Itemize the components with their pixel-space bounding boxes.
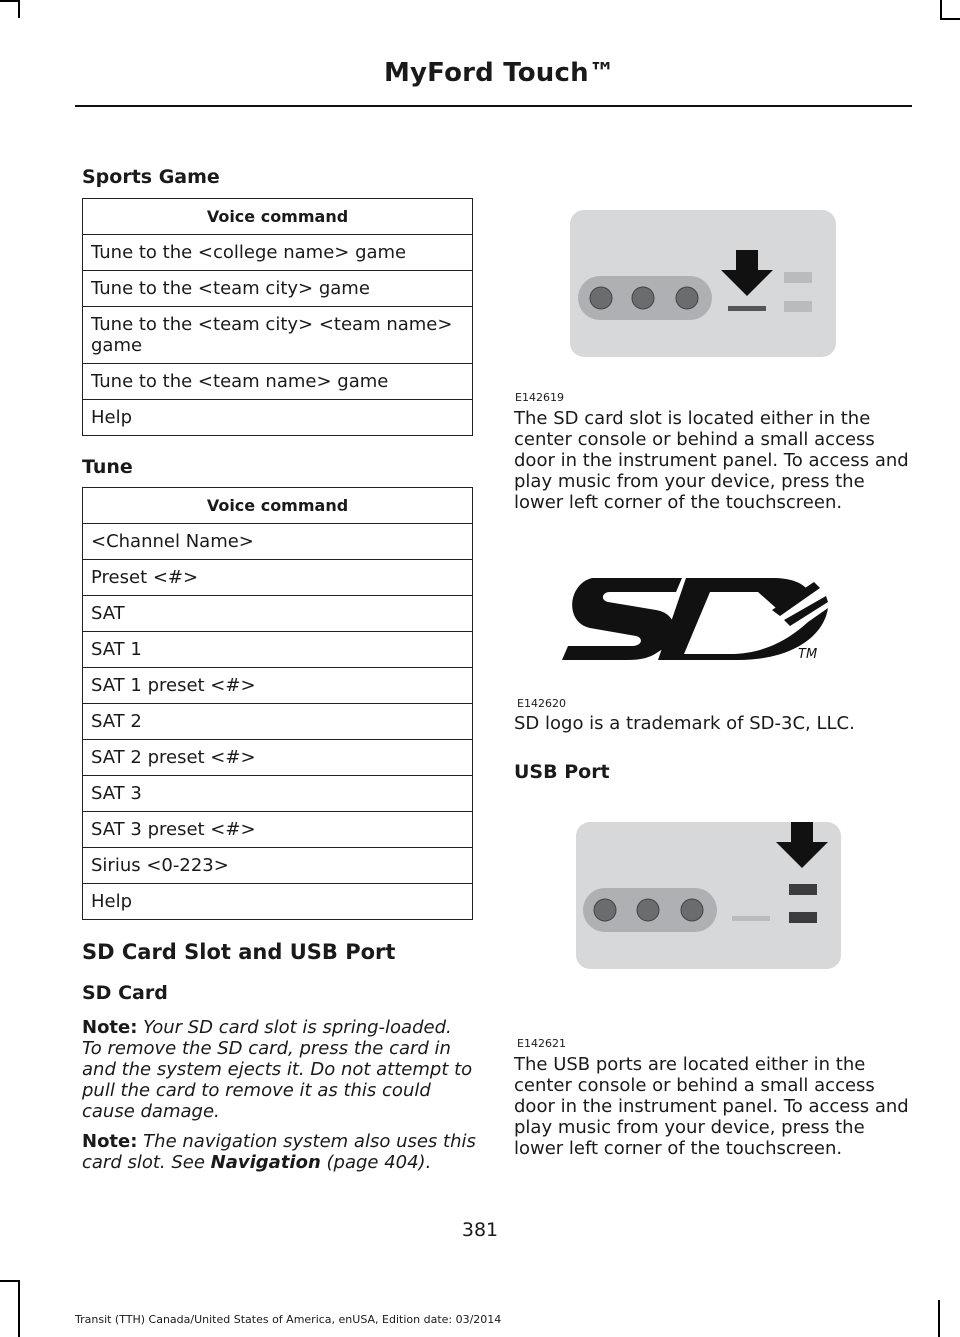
crop-mark (0, 0, 18, 2)
table-header: Voice command (83, 199, 473, 235)
table-row: Tune to the <team name> game (83, 364, 473, 400)
sd-usb-section-heading: SD Card Slot and USB Port (82, 940, 396, 964)
table-row: SAT 2 (83, 704, 473, 740)
crop-mark (18, 0, 20, 18)
crop-mark (940, 0, 942, 18)
usb-port-caption: The USB ports are located either in the center console or behind a small access door in the instrument panel. To access and play music from your device, press the lower left corner of the touchscreen. (514, 1054, 909, 1159)
crop-mark (0, 1280, 18, 1282)
table-row: Sirius <0-223> (83, 848, 473, 884)
sd-logo-tm: TM (798, 647, 818, 662)
table-row: SAT 3 (83, 776, 473, 812)
note-label: Note: (82, 1131, 138, 1152)
sd-slot-illustration (570, 210, 836, 357)
note-text: (page 404). (320, 1152, 432, 1173)
sd-logo (562, 570, 832, 666)
sd-card-subheading: SD Card (82, 982, 168, 1004)
sd-slot-caption: The SD card slot is located either in the center console or behind a small access door in the instrument panel. To access and play music from your device, press the lower left corner of the touchscreen. (514, 408, 909, 513)
table-row: SAT 3 preset <#> (83, 812, 473, 848)
note-label: Note: (82, 1017, 138, 1038)
table-row: <Channel Name> (83, 524, 473, 560)
edition-line: Transit (TTH) Canada/United States of America, enUSA, Edition date: 03/2014 (75, 1313, 502, 1326)
table-row: Tune to the <team city> game (83, 271, 473, 307)
figure-id: E142619 (515, 391, 564, 404)
table-row: Tune to the <team city> <team name> game (83, 307, 473, 364)
header-divider (75, 105, 912, 107)
usb-port-heading: USB Port (514, 761, 610, 783)
page-header-title: MyFord Touch™ (383, 58, 615, 88)
table-row: Tune to the <college name> game (83, 235, 473, 271)
table-header: Voice command (83, 488, 473, 524)
table-row: SAT 2 preset <#> (83, 740, 473, 776)
sd-logo-caption: SD logo is a trademark of SD-3C, LLC. (514, 713, 855, 734)
navigation-link[interactable]: Navigation (210, 1152, 321, 1173)
tune-heading: Tune (82, 456, 133, 478)
table-row: SAT 1 (83, 632, 473, 668)
table-row: Help (83, 400, 473, 436)
crop-mark (938, 1300, 940, 1337)
table-row: Preset <#> (83, 560, 473, 596)
sports-game-heading: Sports Game (82, 166, 220, 188)
crop-mark (940, 18, 960, 20)
figure-id: E142620 (517, 697, 566, 710)
figure-id: E142621 (517, 1037, 566, 1050)
tune-table (82, 487, 473, 920)
table-row: Help (83, 884, 473, 920)
table-row: SAT (83, 596, 473, 632)
usb-port-illustration (576, 822, 841, 969)
crop-mark (18, 1280, 20, 1337)
note-text: Your SD card slot is spring-loaded. To remove the SD card, press the card in and the system ejects it. Do not attempt to pull the card to remove it as this could cause damage. (82, 1017, 473, 1122)
page-number: 381 (461, 1219, 499, 1241)
sports-game-table (82, 198, 473, 436)
note-navigation (82, 1131, 477, 1173)
note-text: The navigation system also uses this card slot. See (82, 1131, 476, 1173)
note-spring-loaded (82, 1017, 477, 1122)
table-row: SAT 1 preset <#> (83, 668, 473, 704)
